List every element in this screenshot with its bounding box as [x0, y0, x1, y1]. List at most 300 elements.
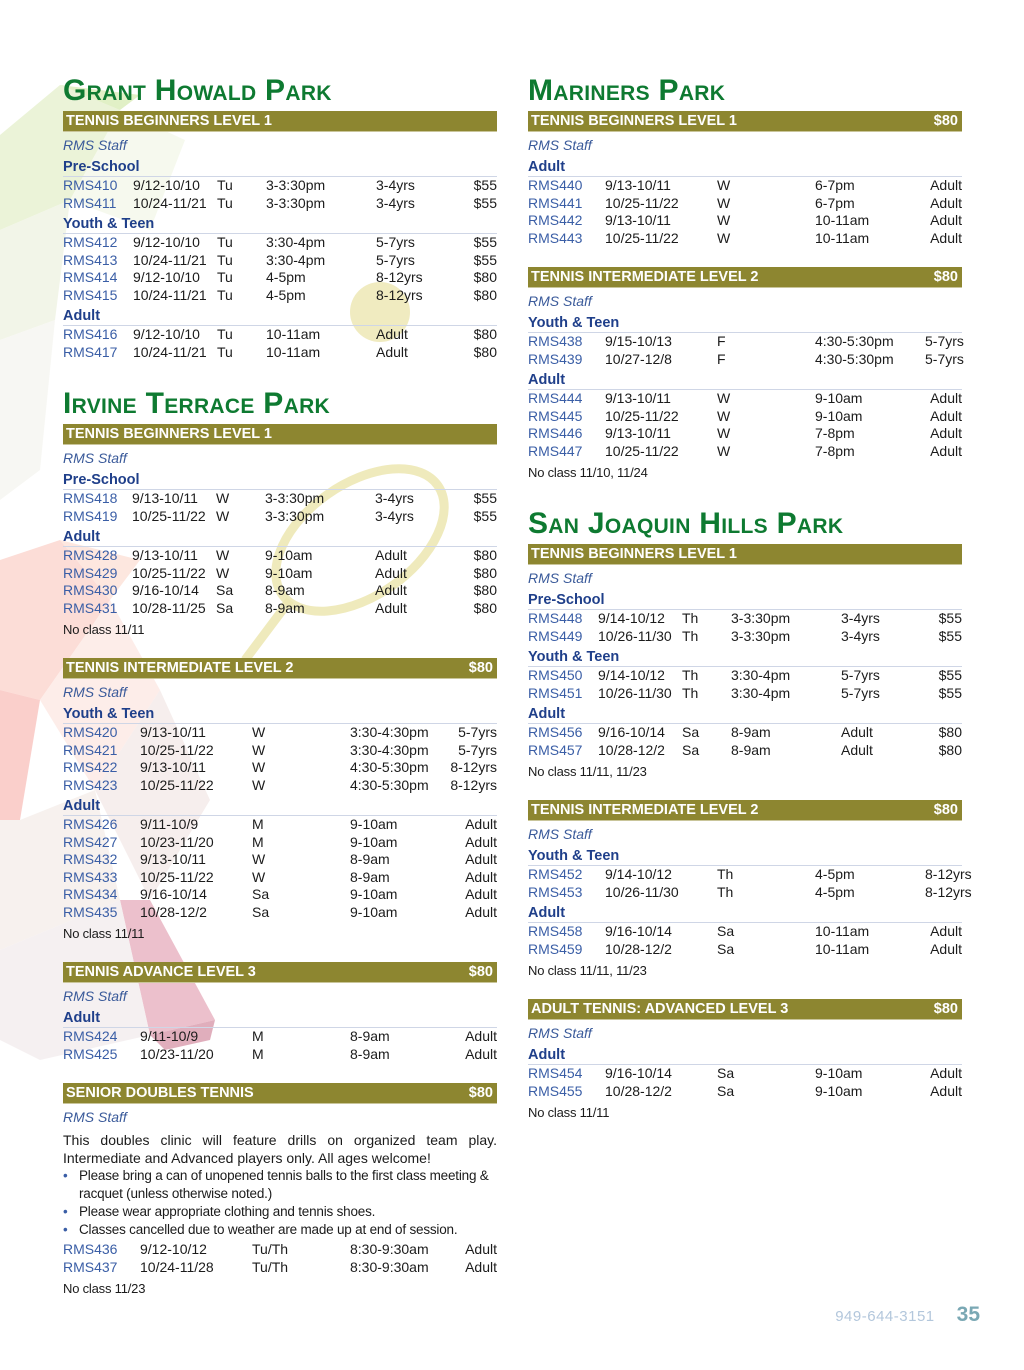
- class-row: [528, 212, 962, 230]
- class-fee: $80: [473, 269, 497, 285]
- class-code[interactable]: RMS441: [528, 194, 583, 211]
- age-group-title: Pre-School: [63, 159, 497, 177]
- class-code[interactable]: RMS415: [63, 286, 118, 303]
- page-footer: [835, 1303, 980, 1327]
- class-fee: Adult: [930, 390, 962, 406]
- class-fee: Adult: [930, 407, 962, 424]
- class-day: Th: [682, 610, 699, 626]
- class-time: 8-9am: [731, 741, 771, 758]
- class-day: Th: [717, 866, 734, 882]
- class-row: [528, 724, 962, 742]
- age-group-title: Adult: [63, 1010, 497, 1028]
- class-code[interactable]: RMS416: [63, 326, 118, 342]
- class-code[interactable]: RMS427: [63, 833, 118, 850]
- no-class-note: No class 11/11, 11/23: [528, 764, 647, 779]
- class-day: Tu: [217, 251, 233, 268]
- class-time: 10-11am: [815, 940, 870, 957]
- class-time: 8-9am: [350, 1045, 390, 1062]
- park-section: [528, 503, 972, 1121]
- class-dates: 10/28-12/2: [140, 903, 207, 920]
- class-time: 10-11am: [266, 326, 321, 342]
- class-day: W: [717, 212, 731, 228]
- class-code[interactable]: RMS453: [528, 883, 583, 900]
- class-day: W: [252, 759, 266, 775]
- age-group: [528, 649, 962, 702]
- class-dates: 9/11-10/9: [140, 1028, 199, 1044]
- age-group-title: Adult: [528, 905, 962, 923]
- course-block: [63, 424, 497, 638]
- class-code[interactable]: RMS430: [63, 582, 118, 598]
- class-time: 3:30-4:30pm: [350, 741, 429, 758]
- class-dates: 10/27-12/8: [605, 350, 672, 367]
- course-title: SENIOR DOUBLES TENNIS: [66, 1085, 254, 1101]
- class-time: 10-11am: [266, 343, 321, 360]
- course-title: TENNIS INTERMEDIATE LEVEL 2: [531, 269, 759, 285]
- class-time: 10-11am: [815, 212, 870, 228]
- class-day: Tu: [217, 177, 233, 193]
- class-dates: 10/26-11/30: [598, 684, 672, 701]
- class-day: W: [216, 490, 230, 506]
- course-note-item: • Classes cancelled due to weather are made up at end of session.: [63, 1221, 497, 1239]
- park-section: [63, 70, 497, 361]
- class-day: Th: [682, 667, 699, 683]
- class-code[interactable]: RMS457: [528, 741, 583, 758]
- class-age: 3-4yrs: [841, 627, 880, 644]
- course-title: TENNIS BEGINNERS LEVEL 1: [531, 546, 737, 562]
- class-dates: 10/24-11/21: [133, 251, 207, 268]
- class-time: 9-10am: [815, 1082, 863, 1099]
- class-time: 9-10am: [265, 547, 313, 563]
- class-day: W: [717, 229, 731, 246]
- class-day: W: [252, 776, 266, 793]
- course-title: TENNIS BEGINNERS LEVEL 1: [66, 426, 272, 442]
- class-code[interactable]: RMS447: [528, 442, 583, 459]
- class-fee: 8-12yrs: [450, 776, 497, 793]
- class-fee: 5-7yrs: [925, 350, 964, 367]
- class-day: M: [252, 1028, 264, 1044]
- class-code[interactable]: RMS450: [528, 667, 583, 683]
- class-age: Adult: [841, 724, 873, 740]
- class-fee: Adult: [930, 194, 962, 211]
- class-dates: 9/13-10/11: [605, 212, 671, 228]
- class-day: W: [252, 868, 266, 885]
- class-code[interactable]: RMS426: [63, 816, 118, 832]
- class-row: [63, 547, 497, 565]
- class-row: [63, 177, 497, 195]
- class-fee: 8-12yrs: [450, 759, 497, 775]
- age-group-title: Youth & Teen: [63, 706, 497, 724]
- class-dates: 10/24-11/21: [133, 194, 207, 211]
- class-row: [63, 565, 497, 583]
- class-code[interactable]: RMS411: [63, 194, 117, 211]
- instructor-name: RMS Staff: [528, 137, 592, 153]
- class-row: [63, 816, 497, 834]
- age-group-title: Adult: [63, 798, 497, 816]
- class-time: 3-3:30pm: [731, 627, 791, 644]
- age-group-title: Adult: [63, 308, 497, 326]
- class-day: Sa: [252, 886, 270, 902]
- class-dates: 10/25-11/22: [140, 741, 214, 758]
- class-code[interactable]: RMS445: [528, 407, 583, 424]
- class-code[interactable]: RMS424: [63, 1028, 118, 1044]
- course-notes-list: [63, 1167, 497, 1239]
- class-code[interactable]: RMS456: [528, 724, 583, 740]
- class-code[interactable]: RMS435: [63, 903, 118, 920]
- class-time: 3:30-4pm: [266, 234, 326, 250]
- class-day: Tu: [217, 326, 233, 342]
- class-code[interactable]: RMS433: [63, 868, 118, 885]
- class-fee: $55: [938, 684, 962, 701]
- instructor-name: RMS Staff: [63, 988, 127, 1004]
- class-day: Tu/Th: [252, 1258, 289, 1275]
- class-fee: Adult: [930, 425, 962, 441]
- class-fee: 8-12yrs: [925, 866, 972, 882]
- class-fee: Adult: [930, 177, 962, 193]
- no-class-note: No class 11/11: [63, 622, 145, 637]
- class-dates: 9/16-10/14: [605, 923, 672, 939]
- course-header-bar: [63, 962, 497, 983]
- class-code[interactable]: RMS454: [528, 1065, 583, 1081]
- class-dates: 10/25-11/22: [605, 194, 679, 211]
- instructor-name: RMS Staff: [63, 684, 127, 700]
- age-group: [63, 472, 497, 525]
- class-fee: Adult: [930, 923, 962, 939]
- class-code[interactable]: RMS449: [528, 627, 583, 644]
- class-age: 5-7yrs: [376, 234, 415, 250]
- class-code[interactable]: RMS425: [63, 1045, 118, 1062]
- class-row: [63, 326, 497, 344]
- class-day: W: [717, 425, 731, 441]
- class-row: [63, 724, 497, 742]
- class-time: 6-7pm: [815, 194, 855, 211]
- age-group-title: Adult: [528, 159, 962, 177]
- class-row: [528, 390, 962, 408]
- class-row: [63, 269, 497, 287]
- class-dates: 9/16-10/14: [598, 724, 665, 740]
- course-block: [63, 658, 497, 942]
- class-code[interactable]: RMS448: [528, 610, 583, 626]
- class-fee: $55: [473, 194, 497, 211]
- class-fee: $80: [473, 564, 497, 581]
- class-age: Adult: [375, 547, 407, 563]
- age-group-title: Adult: [528, 1047, 962, 1065]
- course-block: [528, 111, 962, 247]
- course-note-item: • Please bring a can of unopened tennis balls to the first class meeting & racquet (unless otherwise noted.): [63, 1167, 497, 1203]
- class-row: [528, 443, 962, 461]
- class-age: 5-7yrs: [841, 667, 880, 683]
- no-class-note: No class 11/23: [63, 1281, 146, 1296]
- class-age: Adult: [375, 582, 407, 598]
- park-section: [63, 383, 497, 1297]
- park-title: Grant Howald Park: [63, 74, 332, 107]
- course-description: This doubles clinic will feature drills on organized team play. Intermediate and Advanced players only. All ages welcome!: [63, 1132, 497, 1166]
- class-time: 4-5pm: [815, 866, 855, 882]
- class-time: 4:30-5:30pm: [350, 776, 429, 793]
- age-group-title: Youth & Teen: [63, 216, 497, 234]
- class-code[interactable]: RMS438: [528, 333, 583, 349]
- class-fee: $80: [938, 741, 962, 758]
- park-title: Mariners Park: [528, 74, 726, 107]
- class-row: [528, 941, 962, 959]
- class-dates: 9/13-10/11: [140, 724, 206, 740]
- class-row: [528, 425, 962, 443]
- instructor-name: RMS Staff: [528, 293, 592, 309]
- class-age: 8-12yrs: [376, 269, 423, 285]
- class-code[interactable]: RMS414: [63, 269, 118, 285]
- class-row: [528, 610, 962, 628]
- age-group-title: Adult: [63, 529, 497, 547]
- no-class-note: No class 11/10, 11/24: [528, 465, 648, 480]
- class-dates: 9/14-10/12: [598, 667, 665, 683]
- class-day: W: [252, 851, 266, 867]
- class-code[interactable]: RMS422: [63, 759, 118, 775]
- class-code[interactable]: RMS423: [63, 776, 118, 793]
- class-dates: 10/25-11/22: [605, 407, 679, 424]
- class-time: 8-9am: [731, 724, 771, 740]
- class-code[interactable]: RMS434: [63, 886, 118, 902]
- class-code[interactable]: RMS451: [528, 684, 583, 701]
- class-day: Th: [682, 627, 699, 644]
- class-row: [528, 628, 962, 646]
- age-group-title: Pre-School: [63, 472, 497, 490]
- class-row: [528, 230, 962, 248]
- class-code[interactable]: RMS442: [528, 212, 583, 228]
- class-time: 9-10am: [815, 390, 863, 406]
- course-block: [528, 544, 962, 780]
- class-day: Sa: [216, 599, 234, 616]
- course-price: $80: [933, 1001, 958, 1017]
- class-code[interactable]: RMS410: [63, 177, 118, 193]
- class-age: Adult: [375, 564, 407, 581]
- class-row: [528, 333, 962, 351]
- course-block: [63, 1083, 497, 1297]
- course-header-bar: [528, 544, 962, 565]
- class-dates: 9/13-10/11: [140, 851, 206, 867]
- age-group-title: Youth & Teen: [528, 315, 962, 333]
- class-fee: $55: [473, 234, 497, 250]
- class-day: W: [717, 194, 731, 211]
- class-time: 9-10am: [815, 407, 863, 424]
- class-day: Tu: [217, 343, 233, 360]
- class-time: 3:30-4pm: [731, 667, 791, 683]
- class-time: 8-9am: [350, 868, 390, 885]
- class-code[interactable]: RMS444: [528, 390, 583, 406]
- instructor-name: RMS Staff: [63, 1109, 127, 1125]
- class-fee: $80: [473, 343, 497, 360]
- age-group-title: Youth & Teen: [528, 649, 962, 667]
- course-header-bar: [63, 111, 497, 132]
- class-time: 9-10am: [265, 564, 313, 581]
- class-code[interactable]: RMS420: [63, 724, 118, 740]
- age-group: [528, 905, 962, 958]
- age-group: [528, 1047, 962, 1100]
- class-row: [63, 904, 497, 922]
- class-fee: $80: [938, 724, 962, 740]
- class-dates: 9/12-10/10: [133, 177, 200, 193]
- class-dates: 9/13-10/11: [605, 390, 671, 406]
- no-class-note: No class 11/11: [63, 926, 145, 941]
- class-time: 8-9am: [265, 599, 305, 616]
- class-code[interactable]: RMS417: [63, 343, 118, 360]
- course-note-item: • Please wear appropriate clothing and tennis shoes.: [63, 1203, 497, 1221]
- class-code[interactable]: RMS446: [528, 425, 583, 441]
- class-day: Th: [682, 684, 699, 701]
- class-fee: $80: [473, 582, 497, 598]
- class-dates: 9/14-10/12: [605, 866, 672, 882]
- class-dates: 10/24-11/21: [133, 286, 207, 303]
- age-group-title: Adult: [528, 372, 962, 390]
- class-dates: 9/13-10/11: [140, 759, 206, 775]
- class-code[interactable]: RMS455: [528, 1082, 583, 1099]
- class-day: Sa: [717, 940, 735, 957]
- class-time: 4:30-5:30pm: [815, 333, 894, 349]
- class-dates: 10/25-11/22: [140, 776, 214, 793]
- class-row: [528, 923, 962, 941]
- age-group: [63, 1241, 497, 1276]
- class-row: [63, 195, 497, 213]
- course-block: [528, 267, 962, 481]
- instructor-name: RMS Staff: [528, 1025, 592, 1041]
- class-day: W: [216, 564, 230, 581]
- class-row: [63, 490, 497, 508]
- class-code[interactable]: RMS428: [63, 547, 118, 563]
- class-code[interactable]: RMS437: [63, 1258, 118, 1275]
- class-code[interactable]: RMS421: [63, 741, 118, 758]
- class-code[interactable]: RMS418: [63, 490, 118, 506]
- class-fee: Adult: [465, 851, 497, 867]
- class-time: 6-7pm: [815, 177, 855, 193]
- class-time: 9-10am: [815, 1065, 863, 1081]
- class-code[interactable]: RMS440: [528, 177, 583, 193]
- course-header-bar: [63, 1083, 497, 1104]
- class-dates: 9/16-10/14: [132, 582, 199, 598]
- class-row: [63, 1028, 497, 1046]
- class-code[interactable]: RMS436: [63, 1241, 118, 1257]
- class-age: Adult: [376, 343, 408, 360]
- class-time: 3:30-4pm: [266, 251, 326, 268]
- class-code[interactable]: RMS459: [528, 940, 583, 957]
- class-dates: 10/28-12/2: [598, 741, 665, 758]
- course-title: TENNIS ADVANCE LEVEL 3: [66, 964, 256, 980]
- class-code[interactable]: RMS419: [63, 507, 118, 524]
- class-row: [528, 1065, 962, 1083]
- no-class-note: No class 11/11: [528, 1105, 610, 1120]
- class-fee: 8-12yrs: [925, 883, 972, 900]
- instructor-name: RMS Staff: [528, 826, 592, 842]
- class-fee: 5-7yrs: [458, 741, 497, 758]
- class-day: W: [717, 407, 731, 424]
- class-dates: 10/28-12/2: [605, 940, 672, 957]
- class-time: 9-10am: [350, 903, 398, 920]
- course-price: $80: [468, 1085, 493, 1101]
- class-dates: 9/14-10/12: [598, 610, 665, 626]
- class-age: 3-4yrs: [375, 507, 414, 524]
- class-code[interactable]: RMS452: [528, 866, 583, 882]
- class-fee: Adult: [465, 903, 497, 920]
- age-group: [63, 308, 497, 361]
- class-fee: Adult: [465, 1028, 497, 1044]
- class-row: [63, 869, 497, 887]
- class-fee: $80: [473, 326, 497, 342]
- class-age: 3-4yrs: [376, 194, 415, 211]
- class-day: W: [252, 741, 266, 758]
- class-code[interactable]: RMS432: [63, 851, 118, 867]
- age-group: [63, 1010, 497, 1063]
- course-header-bar: [528, 999, 962, 1020]
- class-age: 3-4yrs: [376, 177, 415, 193]
- course-block: [63, 962, 497, 1063]
- class-fee: $80: [473, 599, 497, 616]
- age-group-title: Pre-School: [528, 592, 962, 610]
- class-code[interactable]: RMS443: [528, 229, 583, 246]
- class-dates: 10/25-11/22: [605, 442, 679, 459]
- class-code[interactable]: RMS431: [63, 599, 118, 616]
- course-title: TENNIS INTERMEDIATE LEVEL 2: [66, 660, 294, 676]
- class-dates: 9/16-10/14: [605, 1065, 672, 1081]
- class-day: Tu: [217, 234, 233, 250]
- class-fee: Adult: [465, 886, 497, 902]
- class-code[interactable]: RMS429: [63, 564, 118, 581]
- class-row: [63, 1259, 497, 1277]
- class-age: 3-4yrs: [375, 490, 414, 506]
- class-age: 3-4yrs: [841, 610, 880, 626]
- course-header-bar: [528, 267, 962, 288]
- class-fee: $55: [938, 627, 962, 644]
- class-day: M: [252, 816, 264, 832]
- class-day: Tu: [217, 269, 233, 285]
- class-age: 5-7yrs: [841, 684, 880, 701]
- course-header-bar: [63, 658, 497, 679]
- class-row: [528, 351, 962, 369]
- left-column: [63, 70, 497, 1319]
- class-row: [63, 508, 497, 526]
- course-title: TENNIS BEGINNERS LEVEL 1: [531, 113, 737, 129]
- course-title: TENNIS INTERMEDIATE LEVEL 2: [531, 802, 759, 818]
- class-code[interactable]: RMS439: [528, 350, 583, 367]
- class-fee: Adult: [930, 442, 962, 459]
- class-day: Sa: [717, 923, 735, 939]
- age-group: [528, 159, 962, 247]
- class-dates: 10/26-11/30: [605, 883, 679, 900]
- class-dates: 9/12-10/10: [133, 326, 200, 342]
- age-group: [528, 592, 962, 645]
- course-title: TENNIS BEGINNERS LEVEL 1: [66, 113, 272, 129]
- class-row: [528, 195, 962, 213]
- class-day: Sa: [682, 741, 700, 758]
- age-group: [528, 848, 972, 901]
- class-time: 9-10am: [350, 886, 398, 902]
- course-title: ADULT TENNIS: ADVANCED LEVEL 3: [531, 1001, 789, 1017]
- page-number: 35: [956, 1303, 980, 1326]
- class-code[interactable]: RMS413: [63, 251, 118, 268]
- class-day: Sa: [717, 1082, 735, 1099]
- class-row: [63, 1241, 497, 1259]
- class-time: 3-3:30pm: [265, 490, 325, 506]
- class-code[interactable]: RMS412: [63, 234, 118, 250]
- class-fee: Adult: [465, 816, 497, 832]
- age-group: [63, 798, 497, 921]
- course-price: $80: [468, 964, 493, 980]
- course-price: $80: [933, 113, 958, 129]
- class-dates: 9/13-10/11: [605, 425, 671, 441]
- instructor-name: RMS Staff: [528, 570, 592, 586]
- park-title: San Joaquin Hills Park: [528, 507, 844, 540]
- class-code[interactable]: RMS458: [528, 923, 583, 939]
- class-time: 8-9am: [350, 851, 390, 867]
- class-dates: 10/25-11/22: [132, 507, 206, 524]
- class-dates: 10/26-11/30: [598, 627, 672, 644]
- class-row: [63, 287, 497, 305]
